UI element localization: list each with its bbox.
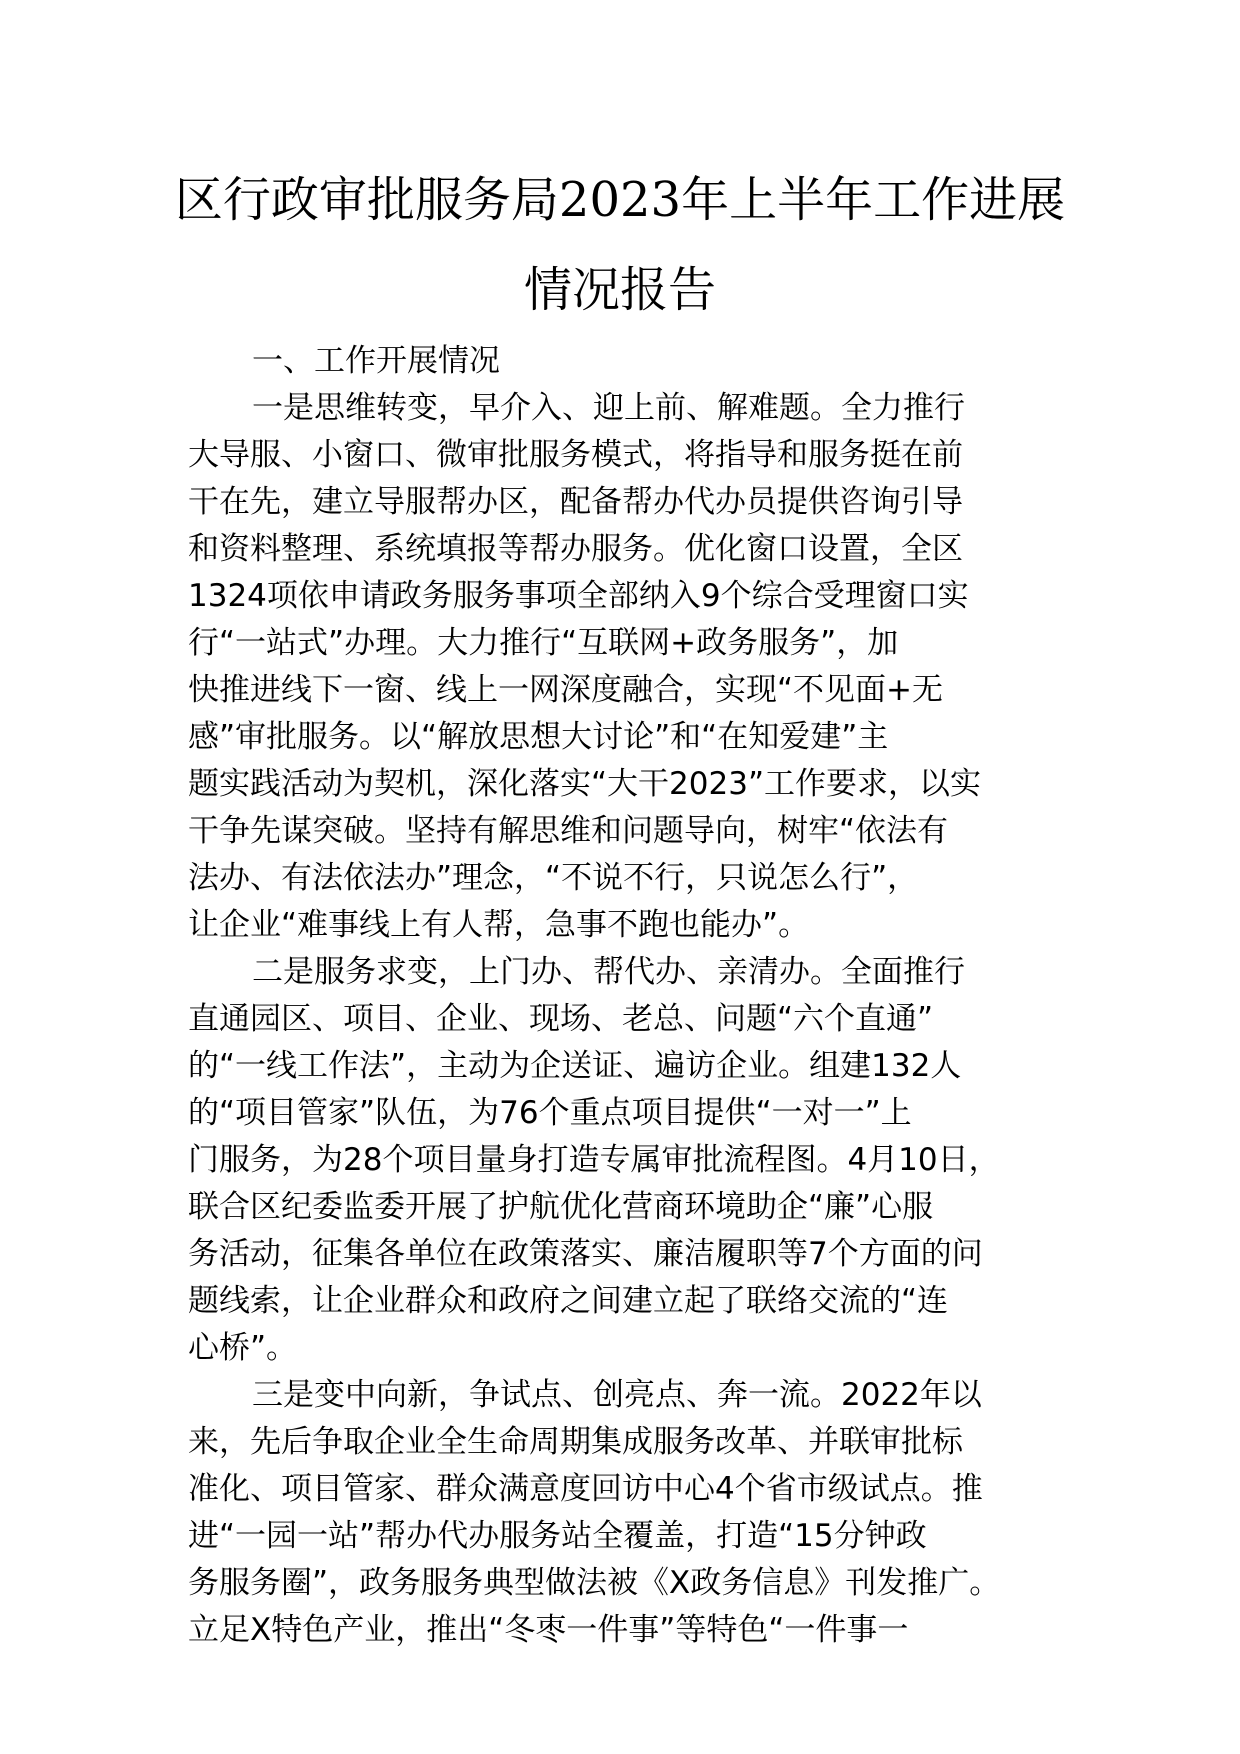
paragraph-line: 联合区纪委监委开展了护航优化营商环境助企“廉”心服 [188,1189,934,1225]
paragraph-line: 感”审批服务。以“解放思想大讨论”和“在知爱建”主 [188,719,889,755]
paragraph-line: 行“一站式”办理。大力推行“互联网+政务服务”，加 [188,625,899,661]
paragraph-line: 题线索，让企业群众和政府之间建立起了联络交流的“连 [188,1283,949,1319]
paragraph-line: 一是思维转变，早介入、迎上前、解难题。全力推行 [252,390,965,426]
document-title-line-2: 情况报告 [523,262,716,318]
body-text [188,385,1078,1654]
paragraph-line: 立足X特色产业，推出“冬枣一件事”等特色“一件事一 [188,1612,909,1648]
paragraph-line: 心桥”。 [188,1330,298,1366]
section-heading: 一、工作开展情况 [252,343,500,379]
document-title-line-1: 区行政审批服务局2023年上半年工作进展 [174,172,1066,228]
paragraph-line: 准化、项目管家、群众满意度回访中心4个省市级试点。推 [188,1471,983,1507]
paragraph-line: 的“项目管家”队伍，为76个重点项目提供“一对一”上 [188,1095,912,1131]
paragraph-line: 直通园区、项目、企业、现场、老总、问题“六个直通” [188,1001,934,1037]
paragraph-line: 三是变中向新，争试点、创亮点、奔一流。2022年以 [252,1377,982,1413]
paragraph-line: 门服务，为28个项目量身打造专属审批流程图。4月10日， [188,1142,1000,1178]
paragraph-line: 来，先后争取企业全生命周期集成服务改革、并联审批标 [188,1424,963,1460]
paragraph-line: 务服务圈”，政务服务典型做法被《X政务信息》刊发推广。 [188,1565,1001,1601]
paragraph-line: 1324项依申请政务服务事项全部纳入9个综合受理窗口实 [188,578,969,614]
paragraph-line: 进“一园一站”帮办代办服务站全覆盖，打造“15分钟政 [188,1518,927,1554]
paragraph-line: 让企业“难事线上有人帮，急事不跑也能办”。 [188,907,810,943]
paragraph-line: 和资料整理、系统填报等帮办服务。优化窗口设置，全区 [188,531,963,567]
paragraph-line: 干在先，建立导服帮办区，配备帮办代办员提供咨询引导 [188,484,963,520]
paragraph-line: 务活动，征集各单位在政策落实、廉洁履职等7个方面的问 [188,1236,983,1272]
paragraph-line: 快推进线下一窗、线上一网深度融合，实现“不见面+无 [188,672,944,708]
paragraph-line: 大导服、小窗口、微审批服务模式，将指导和服务挺在前 [188,437,963,473]
paragraph-line: 干争先谋突破。坚持有解思维和问题导向，树牢“依法有 [188,813,949,849]
paragraph-line: 题实践活动为契机，深化落实“大干2023”工作要求，以实 [188,766,982,802]
paragraph-line: 二是服务求变，上门办、帮代办、亲清办。全面推行 [252,954,965,990]
paragraph-line: 的“一线工作法”，主动为企送证、遍访企业。组建132人 [188,1048,962,1084]
document-body [188,338,1078,1654]
paragraph-line: 法办、有法依法办”理念，“不说不行，只说怎么行”， [188,860,919,896]
